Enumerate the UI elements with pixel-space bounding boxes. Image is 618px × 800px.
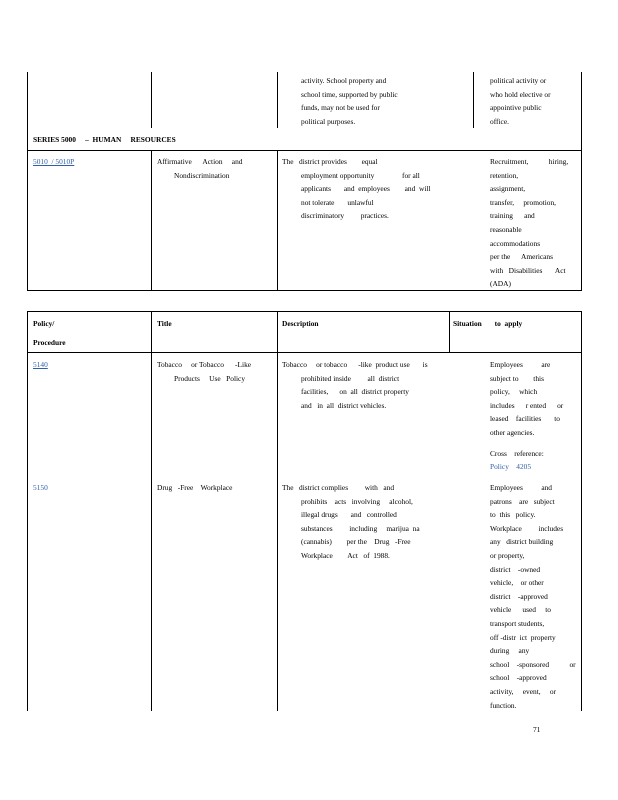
header-description: Description <box>282 319 319 328</box>
header-policy: Policy/ <box>33 319 55 328</box>
description-5010: The district provides equal employment opportunity for all applicants and employees and will not tolerate unlawful discriminatory practices. <box>282 157 431 221</box>
situation-5010: Recruitment, hiring, retention, assignment, transfer, promotion, training and reasonable accommodations per the Americans with Disabilities Act (ADA) <box>490 157 569 289</box>
series-heading: SERIES 5000 – HUMAN RESOURCES <box>33 135 176 144</box>
policy-link-5150[interactable]: 5150 <box>33 483 48 492</box>
title-5140: Tobacco or Tobacco -Like Products Use Policy <box>157 360 252 383</box>
header-title: Title <box>157 319 172 328</box>
page-number: 71 <box>533 725 541 734</box>
policy-link-5140[interactable]: 5140 <box>33 360 48 369</box>
description-5150: The district complies with and prohibits acts involving alcohol, illegal drugs and controlled substances including marijua na (cannabis) per the Drug -Free Workplace Act of 1988. <box>282 483 420 560</box>
cross-reference-label: Cross reference: <box>490 449 544 458</box>
title-5150: Drug -Free Workplace <box>157 483 233 492</box>
description-5140: Tobacco or tobacco -like product use is prohibited inside all district facilities, on all district property and in all district vehicles. <box>282 360 428 410</box>
header-procedure: Procedure <box>33 338 66 347</box>
situation-5140: Employees are subject to this policy, which includes r ented or leased facilities to other agencies. <box>490 360 564 437</box>
situation-5150: Employees and patrons are subject to this policy. Workplace includes any district building or property, district -owned vehicle, or other district -approved vehicle used to transport students, off -distr ict property during any school -sponsored or school -approved activity, event, or function. <box>490 483 576 710</box>
header-situation: Situation to apply <box>453 319 523 328</box>
fragment-description: activity. School property and school time, supported by public funds, may not be used for political purposes. <box>301 76 398 126</box>
policy-link-5010[interactable]: 5010 / 5010P <box>33 157 75 166</box>
fragment-situation: political activity or who hold elective or appointive public office. <box>490 76 551 126</box>
cross-reference-link[interactable]: Policy 4205 <box>490 462 532 471</box>
title-5010: Affirmative Action and Nondiscrimination <box>157 157 243 180</box>
